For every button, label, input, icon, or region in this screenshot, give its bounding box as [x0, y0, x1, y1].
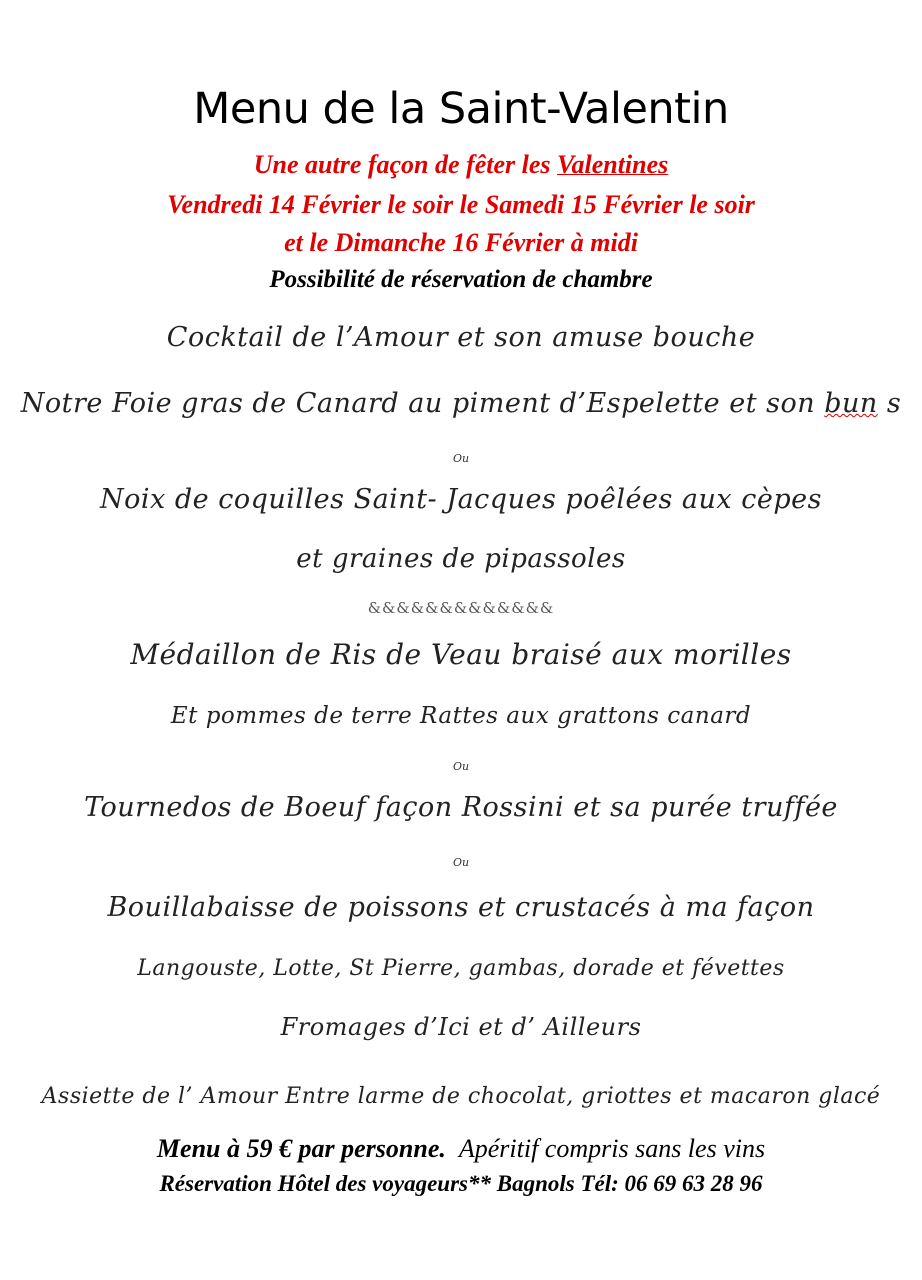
- menu-main-3-line-2: Langouste, Lotte, St Pierre, gambas, dorade et févettes: [137, 956, 785, 981]
- page-title: Menu de la Saint-Valentin: [193, 84, 729, 134]
- subtitle-line-3: et le Dimanche 16 Février à midi: [284, 228, 638, 257]
- menu-cheese: Fromages d’Ici et d’ Ailleurs: [280, 1013, 642, 1041]
- menu-starter-1-prefix: Notre Foie gras de Canard au piment d’Espelette et son: [20, 388, 825, 419]
- room-booking-note: Possibilité de réservation de chambre: [269, 266, 653, 293]
- price-line: [0, 1134, 922, 1164]
- or-separator-3: Ou: [452, 856, 470, 869]
- or-separator-1: Ou: [452, 452, 470, 465]
- menu-starter-2-line-1: Noix de coquilles Saint- Jacques poêlées aux cèpes: [100, 484, 822, 515]
- menu-main-1-line-2: Et pommes de terre Rattes aux grattons canard: [170, 703, 752, 729]
- menu-starter-1: [0, 388, 922, 419]
- aperitif-text: Apéritif compris sans les vins: [458, 1134, 766, 1163]
- menu-starter-2-line-2: et graines de pipassoles: [296, 544, 626, 574]
- subtitle-line-1-prefix: Une autre façon de fêter les: [253, 150, 558, 179]
- menu-dessert: Assiette de l’ Amour Entre larme de chocolat, griottes et macaron glacé: [41, 1084, 881, 1109]
- menu-cocktail: Cocktail de l’Amour et son amuse bouche: [166, 322, 756, 353]
- reservation-line: Réservation Hôtel des voyageurs** Bagnols Tél: 06 69 63 28 96: [159, 1171, 763, 1196]
- subtitle-line-1-emph: Valentines: [557, 150, 669, 179]
- price-text: Menu à 59 € par personne.: [156, 1134, 446, 1163]
- menu-main-2: Tournedos de Boeuf façon Rossini et sa purée truffée: [84, 792, 838, 823]
- course-separator: &&&&&&&&&&&&&: [367, 599, 555, 617]
- subtitle-line-1: [0, 150, 922, 180]
- or-separator-2: Ou: [452, 760, 470, 773]
- menu-starter-1-flagged-word: bun: [824, 388, 878, 419]
- menu-starter-1-suffix: s: [877, 388, 902, 419]
- menu-main-1-line-1: Médaillon de Ris de Veau braisé aux morilles: [130, 638, 792, 671]
- menu-main-3-line-1: Bouillabaisse de poissons et crustacés à ma façon: [107, 892, 815, 923]
- subtitle-line-2: Vendredi 14 Février le soir le Samedi 15 Février le soir: [167, 190, 755, 219]
